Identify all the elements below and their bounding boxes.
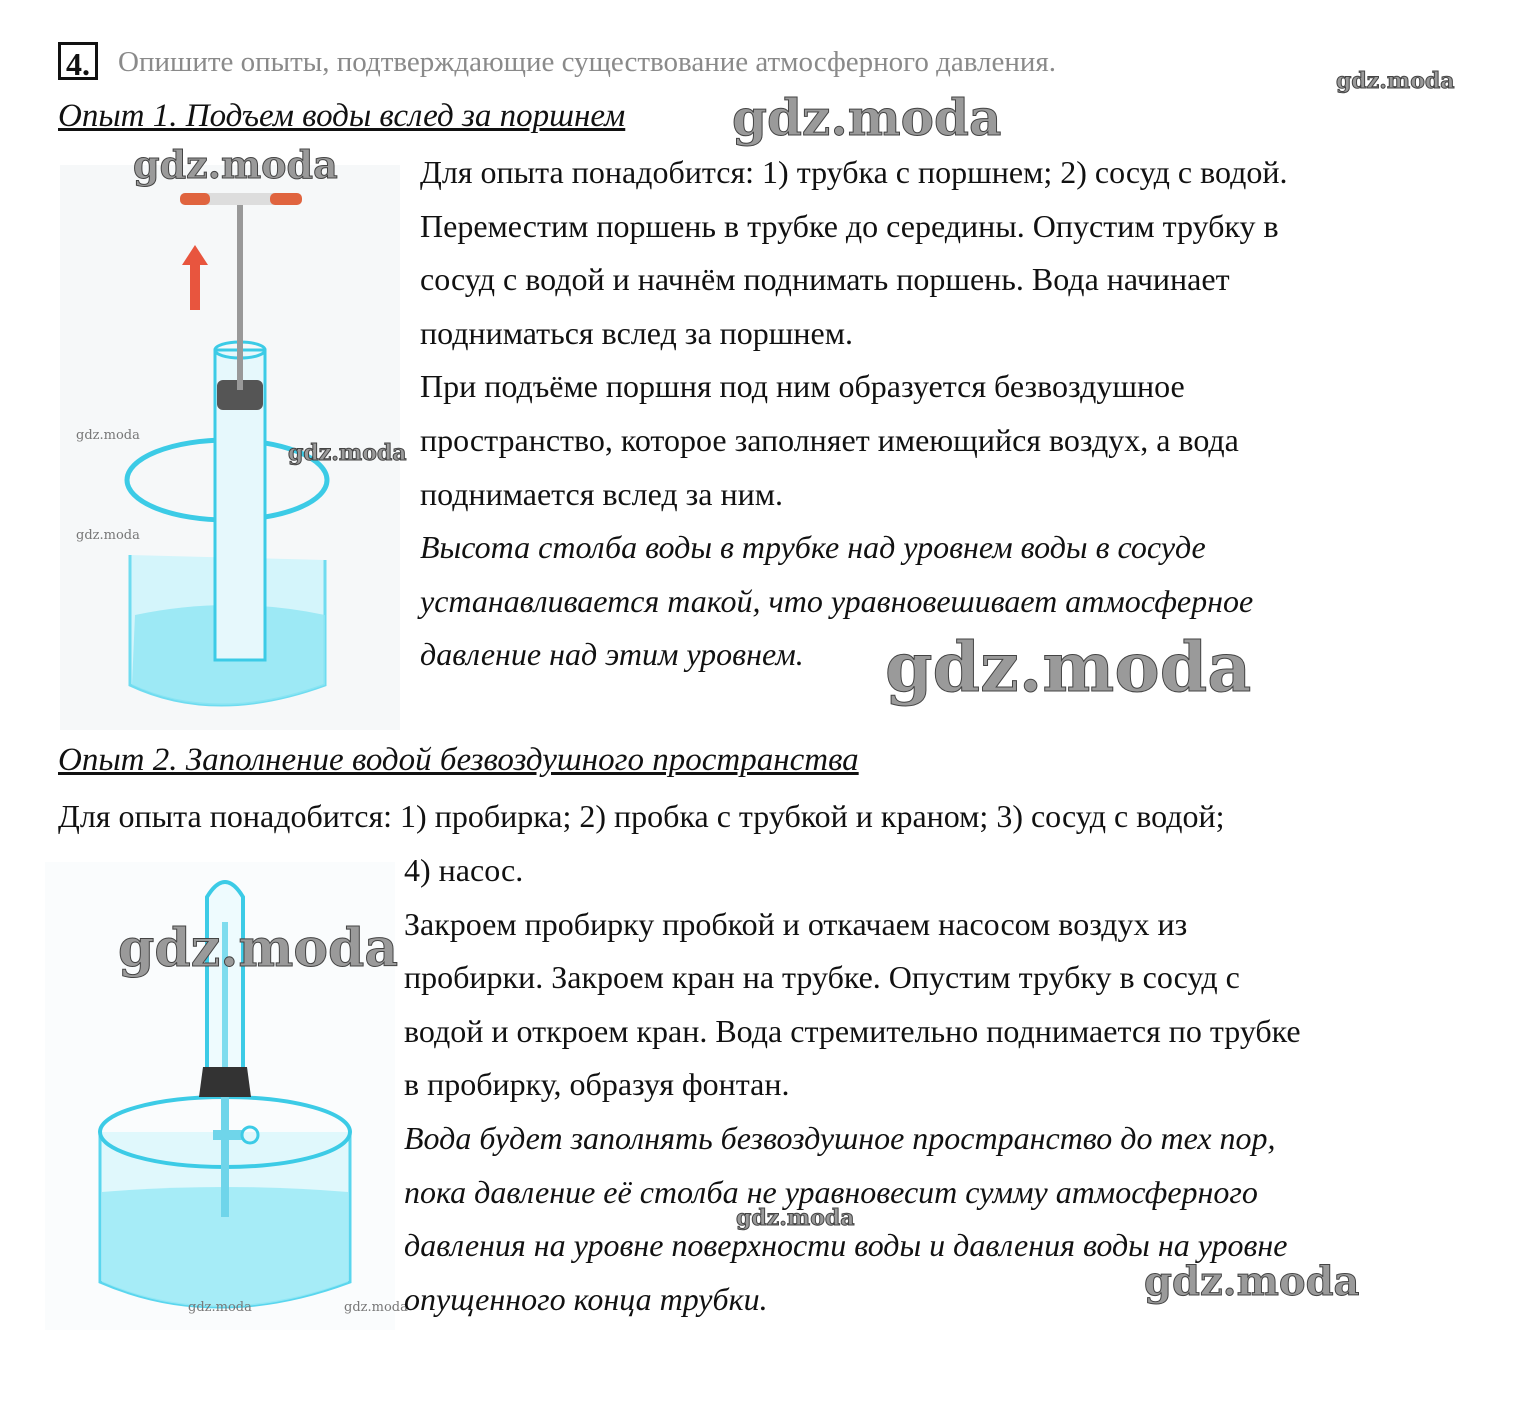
experiment2-intro: Для опыта понадобится: 1) пробирка; 2) пробка с трубкой и краном; 3) сосуд с водой; <box>58 798 1225 834</box>
watermark: gdz.moda <box>288 440 407 466</box>
text-line: пробирки. Закроем кран на трубке. Опустим трубку в сосуд с <box>404 959 1240 996</box>
text-line: подниматься вслед за поршнем. <box>420 314 853 351</box>
experiment1-heading: Опыт 1. Подъем воды вслед за поршнем <box>58 98 626 134</box>
watermark: gdz.moda <box>133 142 338 187</box>
experiment2-heading: Опыт 2. Заполнение водой безвоздушного пространства <box>58 742 859 778</box>
watermark-small: gdz.moda <box>76 428 140 443</box>
text-line: Переместим поршень в трубке до середины. Опустим трубку в <box>420 207 1279 244</box>
text-line: водой и откроем кран. Вода стремительно поднимается по трубке <box>404 1012 1301 1049</box>
text-line: поднимается вслед за ним. <box>420 475 783 512</box>
conclusion-line: давление над этим уровнем. <box>420 636 804 673</box>
watermark: gdz.moda <box>736 1205 855 1231</box>
conclusion-line: опущенного конца трубки. <box>404 1280 768 1317</box>
conclusion-line: пока давление её столба не уравновесит сумму атмосферного <box>404 1173 1258 1210</box>
experiment1-text <box>420 146 1288 682</box>
text-line: пространство, которое заполняет имеющийся воздух, а вода <box>420 421 1239 458</box>
watermark: gdz.moda <box>1336 68 1455 94</box>
text-line: Закроем пробирку пробкой и откачаем насосом воздух из <box>404 905 1188 942</box>
watermark-small: gdz.moda <box>76 528 140 543</box>
text-line: в пробирку, образуя фонтан. <box>404 1066 790 1103</box>
conclusion-line: Высота столба воды в трубке над уровнем воды в сосуде <box>420 529 1206 566</box>
watermark: gdz.moda <box>732 88 1002 147</box>
watermark: gdz.moda <box>1144 1258 1360 1305</box>
conclusion-line: Вода будет заполнять безвоздушное пространство до тех пор, <box>404 1119 1276 1156</box>
text-line: При подъёме поршня под ним образуется безвоздушное <box>420 368 1185 405</box>
watermark: gdz.moda <box>118 918 399 979</box>
conclusion-line: устанавливается такой, что уравновешивает атмосферное <box>420 582 1254 619</box>
text-line: 4) насос. <box>404 852 524 888</box>
watermark: gdz.moda <box>885 628 1252 708</box>
text-line: Для опыта понадобится: 1) трубка с поршнем; 2) сосуд с водой. <box>420 154 1288 190</box>
task-number: 4. <box>58 42 98 80</box>
watermark-small: gdz.moda <box>188 1300 252 1315</box>
text-line: сосуд с водой и начнём поднимать поршень. Вода начинает <box>420 261 1230 298</box>
task-title: Опишите опыты, подтверждающие существование атмосферного давления. <box>118 46 1056 78</box>
watermark-small: gdz.moda <box>344 1300 408 1315</box>
conclusion-line: давления на уровне поверхности воды и давления воды на уровне <box>404 1227 1288 1264</box>
experiment2-text <box>404 844 1301 1326</box>
